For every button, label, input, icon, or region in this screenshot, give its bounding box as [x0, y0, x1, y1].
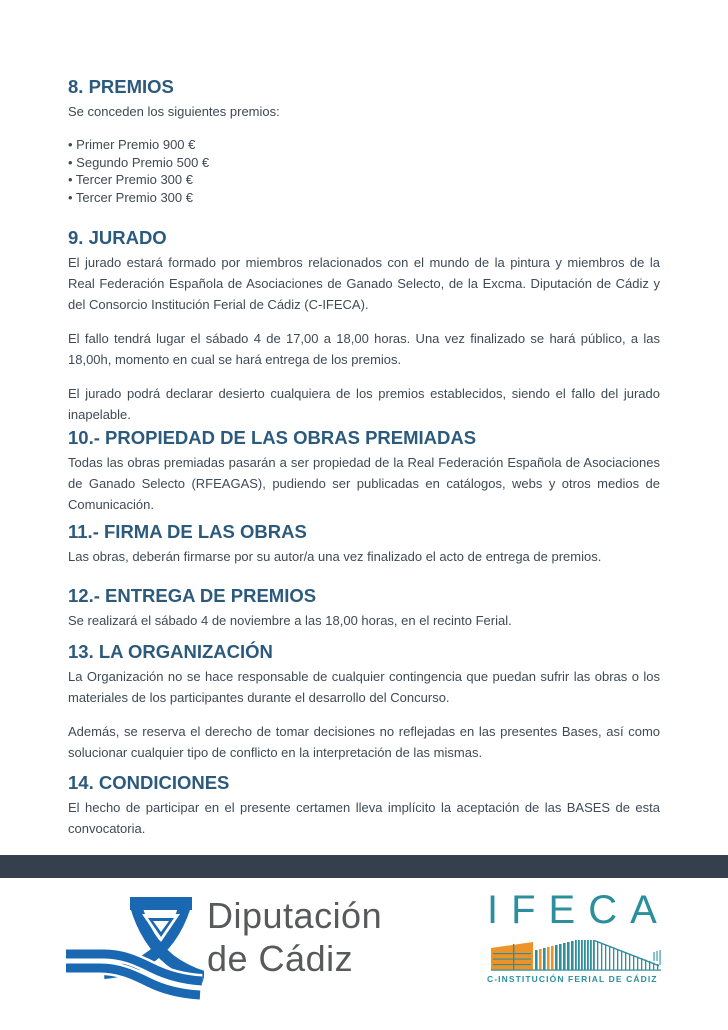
- paragraph: El hecho de participar en el presente certamen lleva implícito la aceptación de las BASES de esta convocatoria.: [68, 800, 660, 836]
- ifeca-building-icon: [487, 936, 665, 972]
- section-heading: 11.- FIRMA DE LAS OBRAS: [68, 521, 307, 542]
- paragraph: El jurado podrá declarar desierto cualquiera de los premios establecidos, siendo el fallo del jurado inapelable.: [68, 386, 660, 422]
- footer-divider-bar: [0, 855, 728, 878]
- bullet-item: • Tercer Premio 300 €: [68, 172, 193, 187]
- ifeca-logo: [487, 888, 670, 984]
- paragraph: Se conceden los siguientes premios:: [68, 104, 280, 119]
- section-entrega: [68, 585, 660, 644]
- paragraph: El fallo tendrá lugar el sábado 4 de 17,00 a 18,00 horas. Una vez finalizado se hará público, a las 18,00h, momento en cual se hará entrega de los premios.: [68, 331, 660, 367]
- paragraph: La Organización no se hace responsable de cualquier contingencia que puedan sufrir las obras o los materiales de los participantes durante el desarrollo del Concurso.: [68, 669, 660, 705]
- section-jurado: [68, 227, 660, 438]
- section-heading: 13. LA ORGANIZACIÓN: [68, 641, 273, 662]
- paragraph: El jurado estará formado por miembros relacionados con el mundo de la pintura y miembros de la Real Federación Española de Asociaciones de Ganado Selecto, de la Excma. Diputación de Cádiz y del Consorcio Institución Ferial de Cádiz (C-IFECA).: [68, 255, 660, 312]
- section-heading: 12.- ENTREGA DE PREMIOS: [68, 585, 317, 606]
- paragraph: Las obras, deberán firmarse por su autor/a una vez finalizado el acto de entrega de premios.: [68, 549, 602, 564]
- paragraph: Se realizará el sábado 4 de noviembre a las 18,00 horas, en el recinto Ferial.: [68, 613, 512, 628]
- section-condiciones: [68, 772, 660, 852]
- diputacion-wordmark-line2: de Cádiz: [207, 938, 354, 979]
- section-heading: 9. JURADO: [68, 227, 167, 248]
- section-heading: 8. PREMIOS: [68, 76, 174, 97]
- bullet-item: • Tercer Premio 300 €: [68, 189, 193, 205]
- section-organizacion: [68, 641, 660, 776]
- section-heading: 10.- PROPIEDAD DE LAS OBRAS PREMIADAS: [68, 427, 477, 448]
- ifeca-tagline: C-INSTITUCIÓN FERIAL DE CÁDIZ: [487, 974, 658, 984]
- section-propiedad: [68, 427, 660, 528]
- paragraph: Además, se reserva el derecho de tomar decisiones no reflejadas en las presentes Bases, así como solucionar cualquier tipo de conflicto en la interpretación de las mismas.: [68, 724, 660, 760]
- bullet-item: • Segundo Premio 500 €: [68, 154, 210, 170]
- section-heading: 14. CONDICIONES: [68, 772, 230, 793]
- diputacion-symbol-icon: [64, 892, 204, 1007]
- ifeca-wordmark: IFECA: [487, 888, 670, 932]
- paragraph: Todas las obras premiadas pasarán a ser propiedad de la Real Federación Española de Asociaciones de Ganado Selecto (RFEAGAS), pudiendo ser publicadas en catálogos, webs y otros medios de Comunicación.: [68, 455, 660, 512]
- diputacion-wordmark-line1: Diputación: [207, 895, 383, 936]
- section-firma: [68, 521, 660, 580]
- prize-list: [68, 136, 660, 206]
- section-premios: [68, 76, 660, 206]
- diputacion-wordmark: [207, 894, 382, 980]
- bullet-item: • Primer Premio 900 €: [68, 137, 196, 152]
